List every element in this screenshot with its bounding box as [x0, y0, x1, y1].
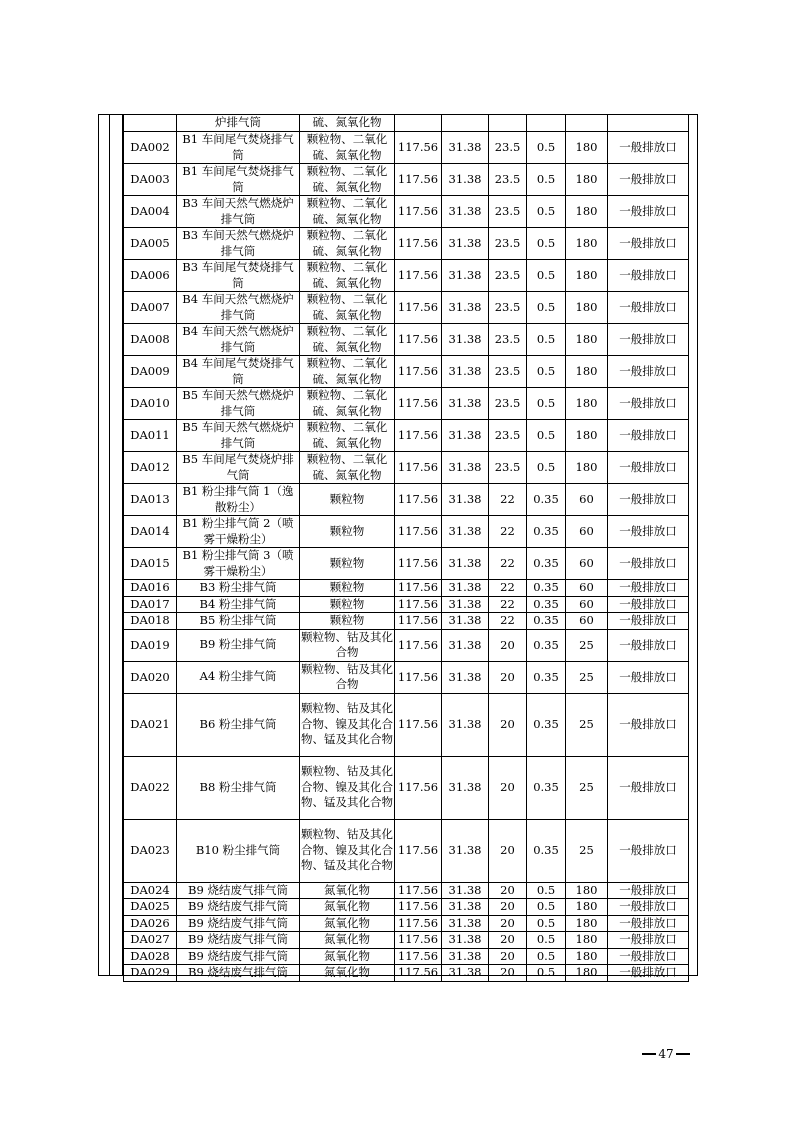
outlet-type-cell: 一般排放口 — [608, 693, 689, 756]
outlet-type-cell: 一般排放口 — [608, 260, 689, 292]
code-cell — [124, 115, 177, 132]
longitude-cell: 117.56 — [395, 819, 442, 882]
height-cell: 20 — [489, 629, 527, 661]
table-body — [124, 115, 689, 982]
outlet-name-cell: 炉排气筒 — [177, 115, 300, 132]
outlet-type-cell: 一般排放口 — [608, 420, 689, 452]
outlet-type-cell: 一般排放口 — [608, 915, 689, 932]
temperature-cell: 60 — [566, 516, 608, 548]
pollutant-cell: 氮氧化物 — [300, 882, 395, 899]
longitude-cell: 117.56 — [395, 580, 442, 597]
pollutant-cell: 颗粒物、钴及其化合物、镍及其化合物、锰及其化合物 — [300, 819, 395, 882]
code-cell: DA027 — [124, 932, 177, 949]
longitude-cell — [395, 115, 442, 132]
outlet-type-cell: 一般排放口 — [608, 899, 689, 916]
outlet-type-cell: 一般排放口 — [608, 132, 689, 164]
latitude-cell: 31.38 — [442, 292, 489, 324]
outlet-type-cell: 一般排放口 — [608, 356, 689, 388]
page-number-left-dash — [642, 1053, 656, 1055]
temperature-cell: 180 — [566, 420, 608, 452]
table-row — [124, 388, 689, 420]
code-cell: DA024 — [124, 882, 177, 899]
pollutant-cell: 颗粒物、二氧化硫、氮氧化物 — [300, 388, 395, 420]
table-row — [124, 661, 689, 693]
temperature-cell — [566, 115, 608, 132]
temperature-cell: 180 — [566, 965, 608, 982]
diameter-cell: 0.5 — [527, 132, 566, 164]
outlet-type-cell: 一般排放口 — [608, 629, 689, 661]
diameter-cell: 0.5 — [527, 196, 566, 228]
latitude-cell: 31.38 — [442, 756, 489, 819]
diameter-cell: 0.35 — [527, 819, 566, 882]
latitude-cell: 31.38 — [442, 356, 489, 388]
outlet-name-cell: B9 烧结废气排气筒 — [177, 948, 300, 965]
outlet-name-cell: B3 车间天然气燃烧炉排气筒 — [177, 196, 300, 228]
outlet-name-cell: B1 车间尾气焚烧排气筒 — [177, 164, 300, 196]
page-number — [640, 1046, 692, 1062]
temperature-cell: 25 — [566, 819, 608, 882]
temperature-cell: 60 — [566, 580, 608, 597]
latitude-cell: 31.38 — [442, 613, 489, 630]
diameter-cell: 0.5 — [527, 356, 566, 388]
longitude-cell: 117.56 — [395, 629, 442, 661]
code-cell: DA021 — [124, 693, 177, 756]
height-cell — [489, 115, 527, 132]
outlet-type-cell: 一般排放口 — [608, 819, 689, 882]
pollutant-cell: 颗粒物、二氧化硫、氮氧化物 — [300, 324, 395, 356]
latitude-cell: 31.38 — [442, 629, 489, 661]
code-cell: DA005 — [124, 228, 177, 260]
longitude-cell: 117.56 — [395, 452, 442, 484]
pollutant-cell: 氮氧化物 — [300, 899, 395, 916]
code-cell: DA023 — [124, 819, 177, 882]
table-row — [124, 132, 689, 164]
latitude-cell — [442, 115, 489, 132]
outlet-type-cell: 一般排放口 — [608, 596, 689, 613]
outlet-type-cell: 一般排放口 — [608, 324, 689, 356]
table-row — [124, 548, 689, 580]
diameter-cell — [527, 115, 566, 132]
height-cell: 22 — [489, 484, 527, 516]
outlet-name-cell: B3 车间尾气焚烧排气筒 — [177, 260, 300, 292]
height-cell: 20 — [489, 693, 527, 756]
outlet-type-cell: 一般排放口 — [608, 516, 689, 548]
table-row — [124, 629, 689, 661]
longitude-cell: 117.56 — [395, 164, 442, 196]
outlet-name-cell: B3 车间天然气燃烧炉排气筒 — [177, 228, 300, 260]
latitude-cell: 31.38 — [442, 819, 489, 882]
table-row — [124, 196, 689, 228]
table-row — [124, 356, 689, 388]
pollutant-cell: 颗粒物、二氧化硫、氮氧化物 — [300, 356, 395, 388]
longitude-cell: 117.56 — [395, 613, 442, 630]
outlet-type-cell: 一般排放口 — [608, 756, 689, 819]
latitude-cell: 31.38 — [442, 548, 489, 580]
outlet-type-cell: 一般排放口 — [608, 484, 689, 516]
latitude-cell: 31.38 — [442, 388, 489, 420]
code-cell: DA029 — [124, 965, 177, 982]
diameter-cell: 0.35 — [527, 629, 566, 661]
table-row — [124, 516, 689, 548]
code-cell: DA022 — [124, 756, 177, 819]
longitude-cell: 117.56 — [395, 132, 442, 164]
pollutant-cell: 氮氧化物 — [300, 965, 395, 982]
temperature-cell: 25 — [566, 629, 608, 661]
pollutant-cell: 氮氧化物 — [300, 948, 395, 965]
height-cell: 20 — [489, 948, 527, 965]
latitude-cell: 31.38 — [442, 932, 489, 949]
code-cell: DA018 — [124, 613, 177, 630]
longitude-cell: 117.56 — [395, 228, 442, 260]
latitude-cell: 31.38 — [442, 580, 489, 597]
diameter-cell: 0.5 — [527, 899, 566, 916]
table-row — [124, 452, 689, 484]
height-cell: 23.5 — [489, 228, 527, 260]
height-cell: 23.5 — [489, 420, 527, 452]
pollutant-cell: 硫、氮氧化物 — [300, 115, 395, 132]
outlet-type-cell: 一般排放口 — [608, 932, 689, 949]
latitude-cell: 31.38 — [442, 948, 489, 965]
latitude-cell: 31.38 — [442, 899, 489, 916]
height-cell: 23.5 — [489, 132, 527, 164]
temperature-cell: 180 — [566, 932, 608, 949]
temperature-cell: 25 — [566, 661, 608, 693]
code-cell: DA025 — [124, 899, 177, 916]
outlet-type-cell: 一般排放口 — [608, 292, 689, 324]
diameter-cell: 0.5 — [527, 228, 566, 260]
height-cell: 20 — [489, 661, 527, 693]
diameter-cell: 0.35 — [527, 661, 566, 693]
outlet-name-cell: B9 粉尘排气筒 — [177, 629, 300, 661]
longitude-cell: 117.56 — [395, 965, 442, 982]
pollutant-cell: 颗粒物 — [300, 484, 395, 516]
diameter-cell: 0.5 — [527, 164, 566, 196]
diameter-cell: 0.35 — [527, 613, 566, 630]
page-number-text: 47 — [658, 1047, 674, 1061]
latitude-cell: 31.38 — [442, 452, 489, 484]
temperature-cell: 60 — [566, 484, 608, 516]
outlet-name-cell: B5 粉尘排气筒 — [177, 613, 300, 630]
height-cell: 23.5 — [489, 356, 527, 388]
diameter-cell: 0.35 — [527, 484, 566, 516]
table-row — [124, 965, 689, 982]
outlet-type-cell: 一般排放口 — [608, 882, 689, 899]
height-cell: 23.5 — [489, 324, 527, 356]
pollutant-cell: 颗粒物、二氧化硫、氮氧化物 — [300, 452, 395, 484]
table-row — [124, 260, 689, 292]
longitude-cell: 117.56 — [395, 915, 442, 932]
table-index-column — [110, 114, 123, 976]
diameter-cell: 0.5 — [527, 882, 566, 899]
pollutant-cell: 颗粒物 — [300, 613, 395, 630]
temperature-cell: 180 — [566, 388, 608, 420]
code-cell: DA013 — [124, 484, 177, 516]
latitude-cell: 31.38 — [442, 164, 489, 196]
temperature-cell: 180 — [566, 292, 608, 324]
latitude-cell: 31.38 — [442, 324, 489, 356]
code-cell: DA012 — [124, 452, 177, 484]
outlet-type-cell: 一般排放口 — [608, 548, 689, 580]
diameter-cell: 0.5 — [527, 324, 566, 356]
outlet-type-cell: 一般排放口 — [608, 164, 689, 196]
table-row — [124, 292, 689, 324]
table-row — [124, 915, 689, 932]
outlet-name-cell: B8 粉尘排气筒 — [177, 756, 300, 819]
diameter-cell: 0.35 — [527, 756, 566, 819]
pollutant-cell: 颗粒物、钴及其化合物、镍及其化合物、锰及其化合物 — [300, 756, 395, 819]
outlet-name-cell: B4 车间天然气燃烧炉排气筒 — [177, 324, 300, 356]
longitude-cell: 117.56 — [395, 693, 442, 756]
height-cell: 20 — [489, 756, 527, 819]
diameter-cell: 0.5 — [527, 965, 566, 982]
height-cell: 22 — [489, 613, 527, 630]
outlet-type-cell: 一般排放口 — [608, 661, 689, 693]
height-cell: 23.5 — [489, 164, 527, 196]
table-row — [124, 580, 689, 597]
outlet-name-cell: B5 车间天然气燃烧炉排气筒 — [177, 388, 300, 420]
longitude-cell: 117.56 — [395, 756, 442, 819]
table-row — [124, 882, 689, 899]
diameter-cell: 0.5 — [527, 932, 566, 949]
height-cell: 20 — [489, 965, 527, 982]
table-row — [124, 420, 689, 452]
pollutant-cell: 颗粒物、二氧化硫、氮氧化物 — [300, 420, 395, 452]
table-row — [124, 932, 689, 949]
latitude-cell: 31.38 — [442, 484, 489, 516]
diameter-cell: 0.35 — [527, 596, 566, 613]
diameter-cell: 0.35 — [527, 693, 566, 756]
temperature-cell: 180 — [566, 324, 608, 356]
height-cell: 22 — [489, 580, 527, 597]
table-row — [124, 819, 689, 882]
table-row — [124, 228, 689, 260]
table-row — [124, 613, 689, 630]
latitude-cell: 31.38 — [442, 196, 489, 228]
outlet-name-cell: B9 烧结废气排气筒 — [177, 915, 300, 932]
code-cell: DA006 — [124, 260, 177, 292]
code-cell: DA014 — [124, 516, 177, 548]
latitude-cell: 31.38 — [442, 965, 489, 982]
code-cell: DA026 — [124, 915, 177, 932]
pollutant-cell: 颗粒物、二氧化硫、氮氧化物 — [300, 228, 395, 260]
outlet-type-cell: 一般排放口 — [608, 580, 689, 597]
longitude-cell: 117.56 — [395, 596, 442, 613]
code-cell: DA004 — [124, 196, 177, 228]
code-cell: DA011 — [124, 420, 177, 452]
outlet-name-cell: B1 粉尘排气筒 3（喷雾干燥粉尘） — [177, 548, 300, 580]
latitude-cell: 31.38 — [442, 228, 489, 260]
table-row — [124, 899, 689, 916]
height-cell: 22 — [489, 516, 527, 548]
table-row — [124, 596, 689, 613]
code-cell: DA020 — [124, 661, 177, 693]
table-row — [124, 693, 689, 756]
code-cell: DA010 — [124, 388, 177, 420]
longitude-cell: 117.56 — [395, 899, 442, 916]
code-cell: DA016 — [124, 580, 177, 597]
temperature-cell: 180 — [566, 356, 608, 388]
pollutant-cell: 颗粒物 — [300, 596, 395, 613]
table-row — [124, 115, 689, 132]
outlet-name-cell: B5 车间尾气焚烧炉排气筒 — [177, 452, 300, 484]
temperature-cell: 180 — [566, 196, 608, 228]
longitude-cell: 117.56 — [395, 196, 442, 228]
pollutant-cell: 颗粒物 — [300, 580, 395, 597]
latitude-cell: 31.38 — [442, 915, 489, 932]
pollutant-cell: 颗粒物、钴及其化合物、镍及其化合物、锰及其化合物 — [300, 693, 395, 756]
diameter-cell: 0.5 — [527, 292, 566, 324]
emission-outlet-table — [123, 114, 689, 982]
outlet-name-cell: B4 车间尾气焚烧排气筒 — [177, 356, 300, 388]
table-row — [124, 164, 689, 196]
temperature-cell: 25 — [566, 756, 608, 819]
latitude-cell: 31.38 — [442, 516, 489, 548]
outlet-type-cell: 一般排放口 — [608, 613, 689, 630]
pollutant-cell: 颗粒物、二氧化硫、氮氧化物 — [300, 164, 395, 196]
pollutant-cell: 颗粒物、二氧化硫、氮氧化物 — [300, 132, 395, 164]
code-cell: DA003 — [124, 164, 177, 196]
outlet-name-cell: B1 粉尘排气筒 2（喷雾干燥粉尘） — [177, 516, 300, 548]
table-row — [124, 484, 689, 516]
outlet-name-cell: B10 粉尘排气筒 — [177, 819, 300, 882]
height-cell: 20 — [489, 899, 527, 916]
temperature-cell: 180 — [566, 882, 608, 899]
longitude-cell: 117.56 — [395, 932, 442, 949]
code-cell: DA017 — [124, 596, 177, 613]
temperature-cell: 180 — [566, 452, 608, 484]
code-cell: DA019 — [124, 629, 177, 661]
pollutant-cell: 颗粒物 — [300, 548, 395, 580]
pollutant-cell: 颗粒物、二氧化硫、氮氧化物 — [300, 260, 395, 292]
outlet-name-cell: B9 烧结废气排气筒 — [177, 932, 300, 949]
latitude-cell: 31.38 — [442, 882, 489, 899]
temperature-cell: 180 — [566, 915, 608, 932]
longitude-cell: 117.56 — [395, 661, 442, 693]
temperature-cell: 60 — [566, 613, 608, 630]
temperature-cell: 180 — [566, 899, 608, 916]
longitude-cell: 117.56 — [395, 292, 442, 324]
latitude-cell: 31.38 — [442, 260, 489, 292]
diameter-cell: 0.35 — [527, 516, 566, 548]
temperature-cell: 25 — [566, 693, 608, 756]
longitude-cell: 117.56 — [395, 420, 442, 452]
pollutant-cell: 氮氧化物 — [300, 915, 395, 932]
longitude-cell: 117.56 — [395, 882, 442, 899]
latitude-cell: 31.38 — [442, 693, 489, 756]
pollutant-cell: 颗粒物、钴及其化合物 — [301, 661, 393, 691]
height-cell: 20 — [489, 882, 527, 899]
height-cell: 20 — [489, 819, 527, 882]
pollutant-cell: 氮氧化物 — [300, 932, 395, 949]
code-cell: DA008 — [124, 324, 177, 356]
longitude-cell: 117.56 — [395, 548, 442, 580]
height-cell: 23.5 — [489, 292, 527, 324]
longitude-cell: 117.56 — [395, 356, 442, 388]
table-row — [124, 324, 689, 356]
code-cell: DA002 — [124, 132, 177, 164]
outlet-name-cell: B9 烧结废气排气筒 — [177, 965, 300, 982]
longitude-cell: 117.56 — [395, 324, 442, 356]
table-left-margin-column — [98, 114, 110, 976]
table-row — [124, 756, 689, 819]
outlet-name-cell: B9 烧结废气排气筒 — [177, 882, 300, 899]
longitude-cell: 117.56 — [395, 516, 442, 548]
diameter-cell: 0.35 — [527, 548, 566, 580]
diameter-cell: 0.5 — [527, 915, 566, 932]
outlet-type-cell: 一般排放口 — [608, 388, 689, 420]
outlet-name-cell: B5 车间天然气燃烧炉排气筒 — [177, 420, 300, 452]
outlet-name-cell: B3 粉尘排气筒 — [177, 580, 300, 597]
latitude-cell: 31.38 — [442, 420, 489, 452]
diameter-cell: 0.5 — [527, 948, 566, 965]
temperature-cell: 180 — [566, 948, 608, 965]
diameter-cell: 0.35 — [527, 580, 566, 597]
outlet-name-cell: B1 车间尾气焚烧排气筒 — [177, 132, 300, 164]
diameter-cell: 0.5 — [527, 260, 566, 292]
code-cell: DA009 — [124, 356, 177, 388]
temperature-cell: 180 — [566, 164, 608, 196]
table-row — [124, 948, 689, 965]
latitude-cell: 31.38 — [442, 661, 489, 693]
pollutant-cell: 颗粒物 — [300, 516, 395, 548]
height-cell: 22 — [489, 548, 527, 580]
latitude-cell: 31.38 — [442, 596, 489, 613]
longitude-cell: 117.56 — [395, 484, 442, 516]
temperature-cell: 180 — [566, 228, 608, 260]
pollutant-cell: 颗粒物、二氧化硫、氮氧化物 — [300, 196, 395, 228]
outlet-type-cell — [608, 115, 689, 132]
temperature-cell: 180 — [566, 132, 608, 164]
outlet-name-cell: B6 粉尘排气筒 — [177, 693, 300, 756]
outlet-type-cell: 一般排放口 — [608, 196, 689, 228]
height-cell: 20 — [489, 915, 527, 932]
height-cell: 22 — [489, 596, 527, 613]
code-cell: DA028 — [124, 948, 177, 965]
temperature-cell: 60 — [566, 596, 608, 613]
longitude-cell: 117.56 — [395, 948, 442, 965]
diameter-cell: 0.5 — [527, 420, 566, 452]
longitude-cell: 117.56 — [395, 260, 442, 292]
outlet-name-cell: A4 粉尘排气筒 — [177, 661, 300, 693]
temperature-cell: 60 — [566, 548, 608, 580]
latitude-cell: 31.38 — [442, 132, 489, 164]
outlet-name-cell: B9 烧结废气排气筒 — [177, 899, 300, 916]
outlet-type-cell: 一般排放口 — [608, 228, 689, 260]
outlet-name-cell: B4 车间天然气燃烧炉排气筒 — [177, 292, 300, 324]
temperature-cell: 180 — [566, 260, 608, 292]
height-cell: 23.5 — [489, 196, 527, 228]
height-cell: 23.5 — [489, 260, 527, 292]
height-cell: 20 — [489, 932, 527, 949]
longitude-cell: 117.56 — [395, 388, 442, 420]
outlet-type-cell: 一般排放口 — [608, 965, 689, 982]
code-cell: DA015 — [124, 548, 177, 580]
outlet-type-cell: 一般排放口 — [608, 948, 689, 965]
height-cell: 23.5 — [489, 388, 527, 420]
diameter-cell: 0.5 — [527, 388, 566, 420]
outlet-type-cell: 一般排放口 — [608, 452, 689, 484]
pollutant-cell: 颗粒物、钴及其化合物 — [301, 629, 393, 659]
height-cell: 23.5 — [489, 452, 527, 484]
page-number-right-dash — [676, 1053, 690, 1055]
code-cell: DA007 — [124, 292, 177, 324]
outlet-name-cell: B1 粉尘排气筒 1（逸散粉尘） — [177, 484, 300, 516]
pollutant-cell: 颗粒物、二氧化硫、氮氧化物 — [300, 292, 395, 324]
outlet-name-cell: B4 粉尘排气筒 — [177, 596, 300, 613]
diameter-cell: 0.5 — [527, 452, 566, 484]
